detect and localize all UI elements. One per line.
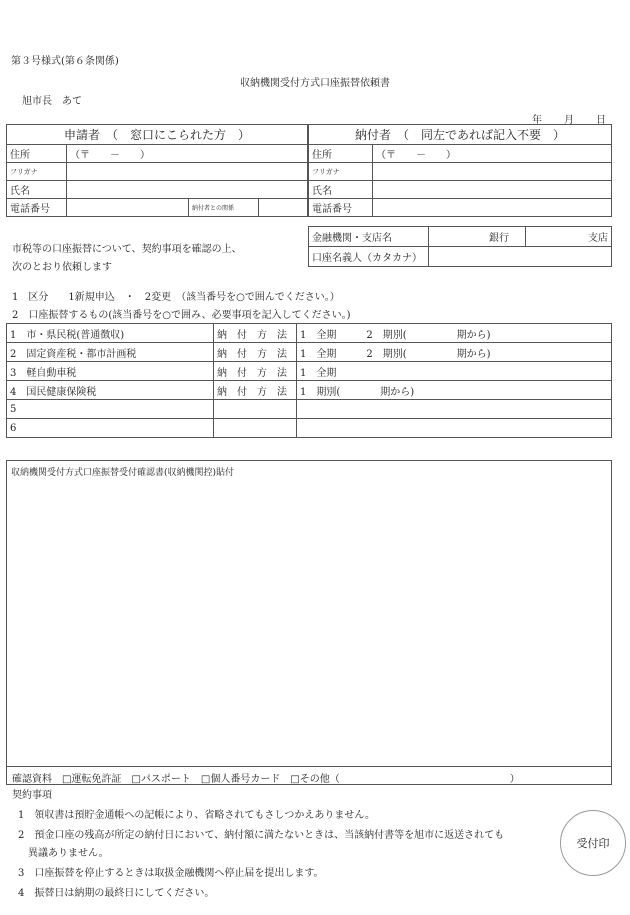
contract-item-2: 2 預金口座の残高が所定の納付日において、納付額に満たないときは、当該納付書等を旭市に返送されても bbox=[18, 830, 505, 841]
section-1-category: 1 区分 1新規申込 ・ 2変更 （該当番号を○で囲んでください。） bbox=[12, 292, 340, 303]
applicant-phone-field[interactable] bbox=[67, 199, 189, 217]
tax-item-name[interactable]: 4 国民健康保険税 bbox=[7, 381, 214, 400]
applicant-address-label: 住所 bbox=[7, 145, 67, 163]
date-year: 年 bbox=[532, 115, 542, 126]
contract-title: 契約事項 bbox=[12, 790, 52, 801]
payment-method-label: 納 付 方 法 bbox=[214, 324, 297, 343]
reception-stamp-circle bbox=[560, 810, 626, 876]
form-title: 収納機関受付方式口座振替依頼書 bbox=[240, 78, 390, 89]
payment-method-label: 納 付 方 法 bbox=[214, 362, 297, 381]
payer-phone-field[interactable] bbox=[373, 199, 612, 217]
applicant-relation-label: 納付者との関係 bbox=[189, 199, 259, 217]
applicant-furigana-field[interactable] bbox=[67, 163, 308, 181]
payment-method-options[interactable] bbox=[297, 419, 612, 438]
payer-postal: （〒 － ） bbox=[376, 150, 456, 161]
payment-method-label: 納 付 方 法 bbox=[214, 381, 297, 400]
tax-row bbox=[7, 362, 612, 381]
bank-unit: 銀行 bbox=[489, 233, 509, 244]
date-month: 月 bbox=[564, 115, 574, 126]
payment-method-options[interactable]: 1 全期 2 期別( 期から) bbox=[297, 343, 612, 362]
request-line-2: 次のとおり依頼します bbox=[12, 262, 112, 273]
paste-area bbox=[6, 460, 612, 785]
payment-method-options[interactable]: 1 全期 2 期別( 期から) bbox=[297, 324, 612, 343]
applicant-name-field[interactable] bbox=[67, 181, 308, 199]
payment-method-label bbox=[214, 419, 297, 438]
payer-furigana-label: フリガナ bbox=[309, 163, 373, 181]
section-2-items: 2 口座振替するもの(該当番号を○で囲み、必要事項を記入してください。) bbox=[12, 310, 351, 321]
applicant-phone-label: 電話番号 bbox=[7, 199, 67, 217]
tax-row bbox=[7, 419, 612, 438]
account-holder-label: 口座名義人（カタカナ） bbox=[309, 247, 429, 267]
payer-address-label: 住所 bbox=[309, 145, 373, 163]
tax-row bbox=[7, 324, 612, 343]
branch-unit: 支店 bbox=[588, 233, 608, 244]
verification-row bbox=[7, 766, 611, 784]
payer-name-label: 氏名 bbox=[309, 181, 373, 199]
bank-table bbox=[308, 226, 612, 267]
tax-row bbox=[7, 343, 612, 362]
payment-method-label bbox=[214, 400, 297, 419]
payment-method-options[interactable] bbox=[297, 400, 612, 419]
paste-area-label: 収納機関受付方式口座振替受付確認書(収納機関控)貼付 bbox=[11, 468, 235, 478]
contract-item-4: 4 振替日は納期の最終日にしてください。 bbox=[18, 888, 215, 899]
payment-method-options[interactable]: 1 期別( 期から) bbox=[297, 381, 612, 400]
branch-field[interactable] bbox=[526, 227, 612, 247]
payer-address-field[interactable] bbox=[373, 145, 612, 163]
bank-label: 金融機関・支店名 bbox=[309, 227, 429, 247]
payment-method-options[interactable]: 1 全期 bbox=[297, 362, 612, 381]
tax-item-name[interactable]: 5 bbox=[7, 400, 214, 419]
payer-name-field[interactable] bbox=[373, 181, 612, 199]
payer-furigana-field[interactable] bbox=[373, 163, 612, 181]
date-day: 日 bbox=[596, 115, 606, 126]
reception-stamp-label: 受付印 bbox=[576, 837, 610, 850]
payer-phone-label: 電話番号 bbox=[309, 199, 373, 217]
verification-text: 確認資料 □運転免許証 □パスポート □個人番号カード □その他（ ） bbox=[12, 774, 520, 785]
applicant-relation-field[interactable] bbox=[259, 199, 308, 217]
form-number: 第３号様式(第６条関係) bbox=[11, 56, 119, 67]
tax-table bbox=[6, 323, 612, 438]
contract-item-3: 3 口座振替を停止するときは取扱金融機関へ停止届を提出します。 bbox=[18, 868, 324, 879]
tax-row bbox=[7, 381, 612, 400]
tax-item-name[interactable]: 3 軽自動車税 bbox=[7, 362, 214, 381]
applicant-address-field[interactable] bbox=[67, 145, 308, 163]
contract-item-1: 1 領収書は預貯金通帳への記帳により、省略されてもさしつかえありません。 bbox=[18, 810, 375, 821]
tax-item-name[interactable]: 1 市・県民税(普通徴収) bbox=[7, 324, 214, 343]
payment-method-label: 納 付 方 法 bbox=[214, 343, 297, 362]
applicant-table bbox=[6, 124, 308, 217]
tax-row bbox=[7, 400, 612, 419]
bank-field[interactable] bbox=[429, 227, 526, 247]
applicant-postal: （〒 － ） bbox=[70, 150, 150, 161]
account-holder-field[interactable] bbox=[429, 247, 612, 267]
payer-table bbox=[308, 124, 612, 217]
tax-item-name[interactable]: 2 固定資産税・都市計画税 bbox=[7, 343, 214, 362]
addressee: 旭市長 あて bbox=[22, 96, 82, 107]
payer-header: 納付者 （ 同左であれば記入不要 ） bbox=[309, 125, 612, 145]
applicant-furigana-label: フリガナ bbox=[7, 163, 67, 181]
applicant-name-label: 氏名 bbox=[7, 181, 67, 199]
applicant-header: 申請者 （ 窓口にこられた方 ） bbox=[7, 125, 308, 145]
request-line-1: 市税等の口座振替について、契約事項を確認の上、 bbox=[12, 244, 242, 255]
tax-item-name[interactable]: 6 bbox=[7, 419, 214, 438]
contract-item-2-cont: 異議ありません。 bbox=[18, 848, 109, 859]
